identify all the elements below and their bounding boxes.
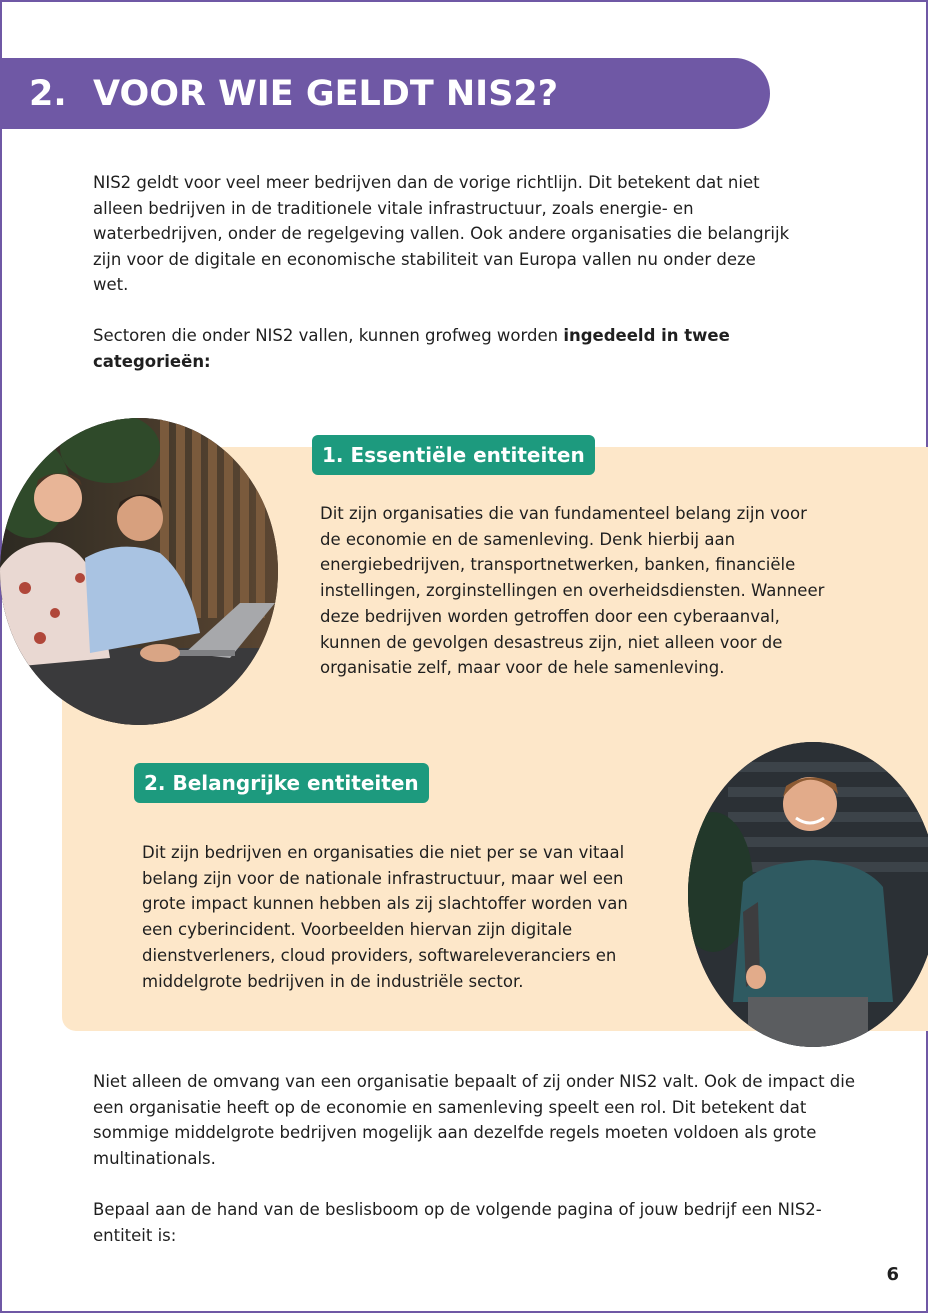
section-number: 2. (29, 73, 67, 114)
outro-paragraph: Niet alleen de omvang van een organisatie bepaalt of zij onder NIS2 valt. Ook de impact die een organisatie heeft op de economie en samenleving speelt een rol. Dit betekent dat sommige middelgrote bedrijven mogelijk aan dezelfde regels moeten voldoen als grote multinationals. (93, 1072, 856, 1168)
categories-intro-bold: ingedeeld in twee categorieën: (93, 326, 730, 371)
category-label-important: 2. Belangrijke entiteiten (134, 763, 429, 803)
categories-intro (93, 323, 793, 374)
category-text-important: Dit zijn bedrijven en organisaties die niet per se van vitaal belang zijn voor de nationale infrastructuur, maar wel een grote impact kunnen hebben als zij slachtoffer worden van een cyberincident. Voorbeelden hiervan zijn digitale dienstverleners, cloud providers, softwareleveranciers en middelgrote bedrijven in de industriële sector. (142, 843, 628, 991)
section-title-bar (0, 58, 770, 129)
category-label-essential: 1. Essentiële entiteiten (312, 435, 595, 475)
page-number: 6 (886, 1264, 899, 1285)
intro-paragraph: NIS2 geldt voor veel meer bedrijven dan de vorige richtlijn. Dit betekent dat niet alleen bedrijven in de traditionele vitale infrastructuur, zoals energie- en waterbedrijven, onder de regelgeving vallen. Ook andere organisaties die belangrijk zijn voor de digitale en economische stabiliteit van Europa vallen nu onder deze wet. (93, 173, 790, 295)
categories-intro-text: Sectoren die onder NIS2 vallen, kunnen grofweg worden (93, 326, 564, 345)
category-text-essential: Dit zijn organisaties die van fundamenteel belang zijn voor de economie en de samenleving. Denk hierbij aan energiebedrijven, transportnetwerken, banken, financiële instellingen, zorginstellingen en overheidsdiensten. Wanneer deze bedrijven worden getroffen door een cyberaanval, kunnen de gevolgen desastreus zijn, niet alleen voor de organisatie zelf, maar voor de hele samenleving. (320, 504, 825, 678)
photo-two-men-laptop (0, 418, 278, 725)
section-title: VOOR WIE GELDT NIS2? (93, 73, 559, 114)
photo-smiling-man (688, 742, 928, 1047)
decision-tree-paragraph: Bepaal aan de hand van de beslisboom op de volgende pagina of jouw bedrijf een NIS2-entiteit is: (93, 1200, 822, 1245)
